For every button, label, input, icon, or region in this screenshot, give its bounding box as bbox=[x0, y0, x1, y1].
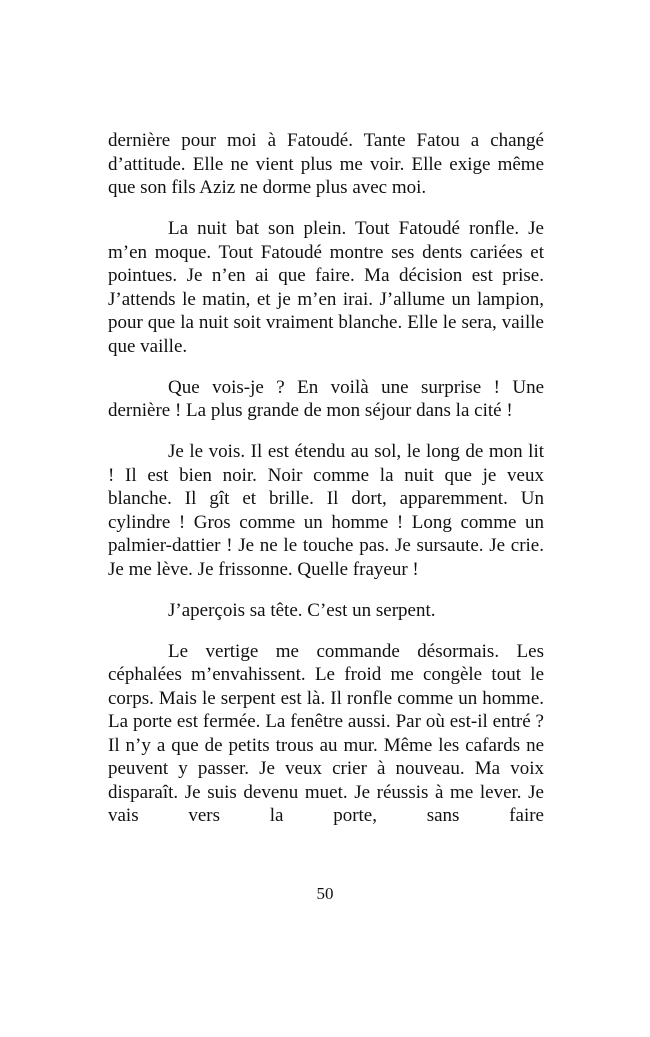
paragraph-last: Le vertige me commande désormais. Les céphalées m’envahissent. Le froid me congèle tout le corps. Mais le serpent est là. Il ronfle comme un homme. La porte est fermée. La fenêtre aussi. Par où est-il entré ? Il n’y a que de petits trous au mur. Même les cafards ne peuvent y passer. Je veux crier à nouveau. Ma voix disparaît. Je suis devenu muet. Je réussis à me lever. Je vais vers la porte, sans faire bbox=[108, 640, 544, 826]
paragraph-continued: dernière pour moi à Fatoudé. Tante Fatou a changé d’attitude. Elle ne vient plus me voir. Elle exige même que son fils Aziz ne dorme plus avec moi. bbox=[108, 130, 544, 198]
page-body bbox=[108, 129, 544, 845]
paragraph: J’aperçois sa tête. C’est un serpent. bbox=[168, 599, 436, 621]
page-number: 50 bbox=[316, 884, 334, 903]
paragraph: La nuit bat son plein. Tout Fatoudé ronfle. Je m’en moque. Tout Fatoudé montre ses dents cariées et pointues. Je n’en ai que faire. Ma décision est prise. J’attends le matin, et je m’en irai. J’allume un lampion, pour que la nuit soit vraiment blanche. Elle le sera, vaille que vaille. bbox=[108, 218, 544, 357]
paragraph: Je le vois. Il est étendu au sol, le long de mon lit ! Il est bien noir. Noir comme la nuit que je veux blanche. Il gît et brille. Il dort, apparemment. Un cylindre ! Gros comme un homme ! Long comme un palmier-dattier ! Je ne le touche pas. Je sursaute. Je crie. Je me lève. Je frissonne. Quelle frayeur ! bbox=[108, 441, 544, 580]
paragraph: Que vois-je ? En voilà une surprise ! Une dernière ! La plus grande de mon séjour dans la cité ! bbox=[108, 376, 544, 421]
